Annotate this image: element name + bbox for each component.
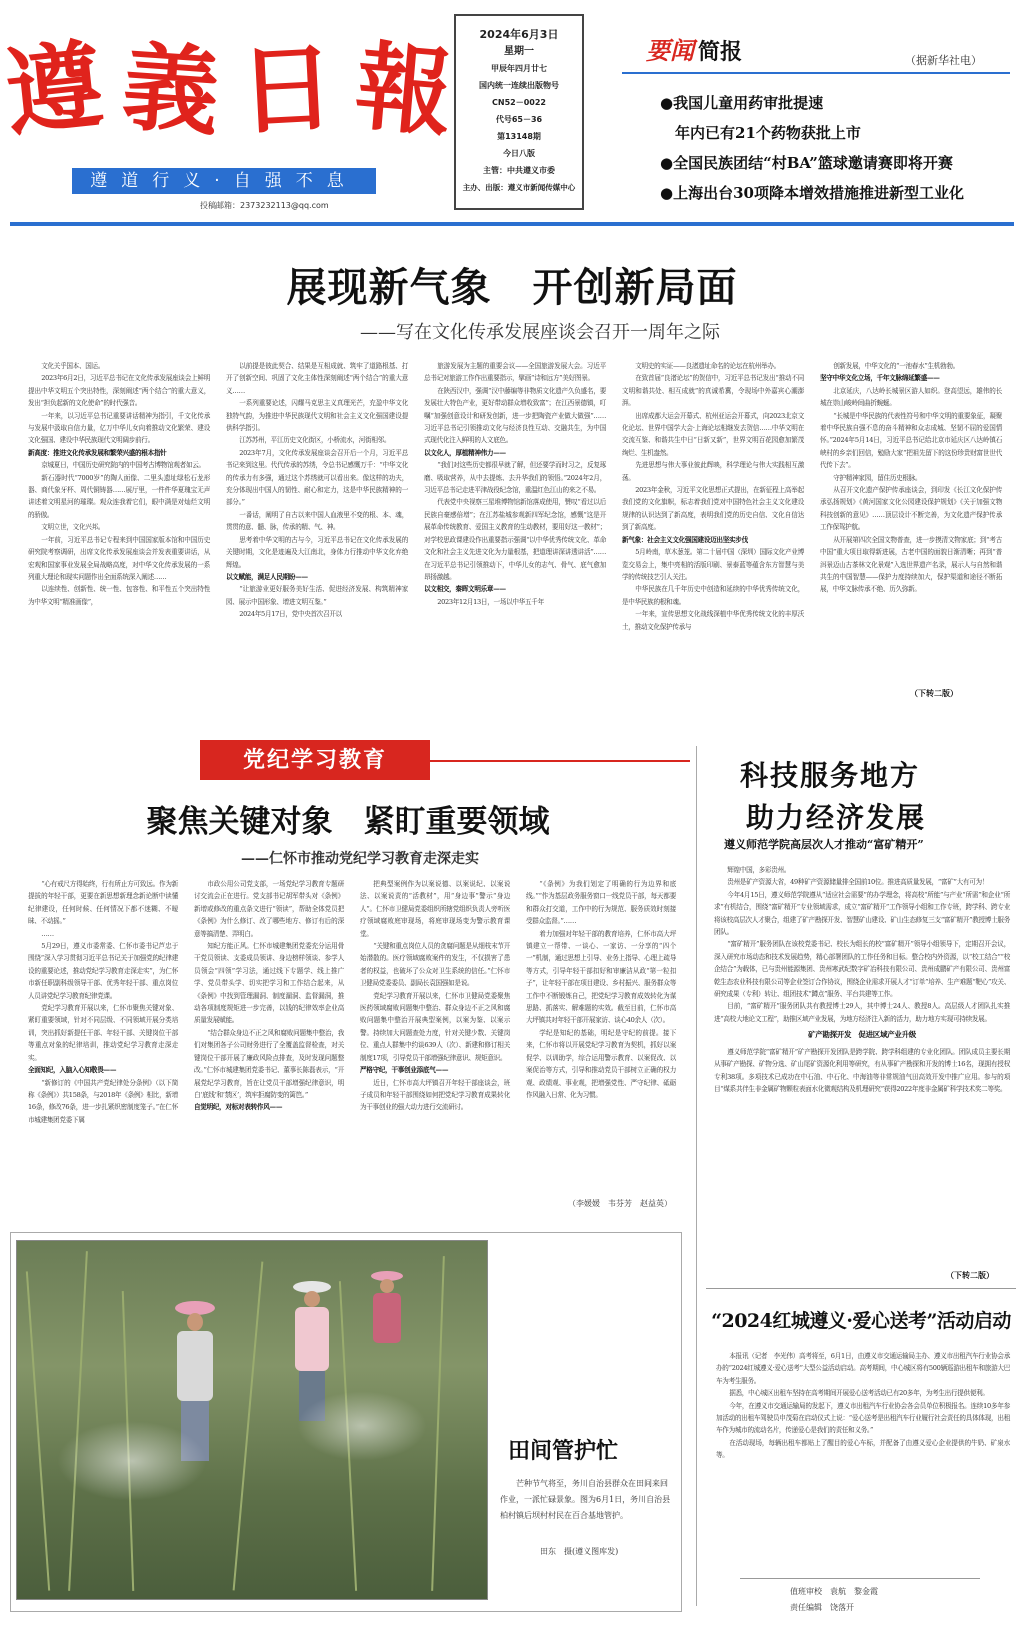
briefs-label-black: 简报 xyxy=(698,39,743,65)
paragraph: 文明立世，文化兴邦。 xyxy=(41,523,105,532)
section-subhead: 自觉明纪，对标对表转作风—— xyxy=(194,1103,283,1112)
field-photo[interactable] xyxy=(16,1240,488,1600)
lead-subtitle: ——写在文化传承发展座谈会召开一周年之际 xyxy=(360,322,720,343)
paragraph: 在活动现场，每辆出租车都贴上了醒目的爱心车标，并配备了由遵义爱心企业提供的牛奶、矿泉水等。 xyxy=(716,1438,1010,1460)
paragraph: 守护精神家园，留住历史根脉。 xyxy=(833,473,922,482)
paragraph: 2023年7月，文化传承发展座谈会召开后一个月，习近平总书记来到这里。代代传承的苏绣，令总书记感慨万千：“中华文化的传承力有多强，通过这个苏绣就可以看出来。像这样的功夫，充分体现出中国人的韧性、耐心和定力，这是中华民族精神的一部分。” xyxy=(226,448,408,507)
paragraph: 党纪学习教育开展以来，仁怀市聚焦关键对象、紧盯重要领域，针对不同层级、不同领域开展分类培训，突出抓好新提任干部、年轻干部、关键岗位干部等重点对象的纪律培训，推动党纪学习教育走深走实。 xyxy=(28,1004,178,1062)
paragraph: 今年4月15日，遵义师范学院遵从“适应社会需要”的办学理念，将高校“所能”与产业“所需”和企业“所求”有机结合，围绕“富矿精开”专业领域需求，成立“富矿精开”工作领导小组和工作专班，跨学科、跨专业将该校高层次人才聚合，组建了矿产勘探开发、智慧矿山建设、矿山生态修复三支“富矿精开”教授博士服务团队。 xyxy=(714,890,1010,937)
issue-info-box xyxy=(454,14,584,210)
paragraph: 一年来，宣传思想文化战线深植中华优秀传统文化的丰厚沃土，推动文化保护传承与 xyxy=(622,610,804,631)
party-col-3 xyxy=(360,878,510,1114)
briefs-label-red: 要闻 xyxy=(646,36,694,65)
redcity-body xyxy=(716,1350,1010,1462)
lead-title[interactable]: 展现新气象 开创新局面 xyxy=(286,264,738,311)
footer-chief-editor: 责任编辑 饶落开 xyxy=(790,1603,854,1612)
paragraph: 新石器时代“7000岁”的陶人面像、二里头遗址绿松石龙形器、商代象牙杯、周代铜铸器……展厅里，一件件华夏瑰宝无声讲述着文明星河的璀璨。观众连我着它们，眼中满是对灿烂文明的骄傲。 xyxy=(28,473,210,519)
party-col-4 xyxy=(526,878,676,1101)
farmer-figure-3 xyxy=(367,1271,407,1381)
paragraph: 2024年5月17日，党中央首次召开以 xyxy=(239,610,342,619)
party-byline: （李媛媛 韦芬芳 赵益英） xyxy=(568,1199,672,1208)
lead-col-2 xyxy=(226,360,408,621)
issue-cn-number: CN52－0022 xyxy=(492,98,546,107)
footer-rule xyxy=(740,1578,980,1579)
party-banner: 党纪学习教育 xyxy=(200,740,430,780)
tech-body xyxy=(714,864,1010,1095)
paragraph: 辉煌中国，多彩贵州。 xyxy=(727,866,791,874)
paragraph: 出席成都大运会开幕式、杭州亚运会开幕式，向2023北京文化论坛、世界中国学大会·上海论坛相继发去贺信……中华文明在交流互鉴、和谐共生中日“日新又新”，世界文明百花园愈加繁茂绚烂、生机盎然。 xyxy=(622,411,804,457)
paragraph: 创新发展，中华文化的“一池春水”生机勃勃。 xyxy=(833,362,959,370)
paragraph: 一番话，阐明了自古以来中国人血液里不变的根、本、魂，贯贯的意、髓、脉，传承的精、气、神。 xyxy=(226,510,408,532)
paragraph: 5月29日，遵义市委常委、仁怀市委书记芦忠于围绕“深入学习贯彻习近平总书记关于加强党的纪律建设的重要论述，推动党纪学习教育走深走实”，为仁怀市新任职副科级领导干部、优秀年轻干部、重点岗位人员讲党纪学习教育纪律党课。 xyxy=(28,942,178,1000)
paragraph: 京城夏日，中国历史研究院内的中国考古博物馆观者如云。 xyxy=(41,461,205,470)
section-subhead: 新高度：推进文化传承发展和繁荣兴盛的根本指针 xyxy=(28,448,167,457)
lead-col-3 xyxy=(424,360,606,608)
paragraph: 以连续性、创新性、统一性、包容性、和平性五个突出特性为中华文明“精准画像”， xyxy=(28,585,210,606)
tech-title-line2[interactable]: 助力经济发展 xyxy=(746,801,927,834)
tech-title-line1[interactable]: 科技服务地方 xyxy=(740,759,921,792)
party-col-2 xyxy=(194,878,344,1114)
footer-duty-editors: 值班审校 袁航 黎金霞 xyxy=(790,1587,878,1596)
issue-supervisor: 主管：中共遵义市委 xyxy=(483,166,555,175)
paragraph: “让旅游业更好服务美好生活、促进经济发展、构筑精神家园、展示中国形象、增进文明互鉴。” xyxy=(226,585,408,606)
right-column-rule xyxy=(696,746,697,1606)
lead-col-1 xyxy=(28,360,210,608)
briefs-rule xyxy=(622,72,1010,74)
lead-col-4 xyxy=(622,360,804,633)
paragraph: 旅游发展为主题的重要会议——全国旅游发展大会。习近平总书记对旅游工作作出重要指示，擘画“诗和远方”美好图景。 xyxy=(424,362,606,383)
paragraph: 2023年6月2日，习近平总书记在文化传承发展座谈会上鲜明提出中华文明五个突出特性，深刻阐述“两个结合”的重大意义，发出“担负起新的文化使命”的时代强音。 xyxy=(28,374,210,408)
logo-char-3: 日 xyxy=(236,30,333,149)
tech-continued: （下转二版） xyxy=(946,1270,994,1280)
paragraph: 代表党中央视察三星堆博物馆新馆落成使用，赞叹“看过以后民族自豪感倍增”；在江苏盐城参观新四军纪念馆，感慨“这是开展革命传统教育、爱国主义教育的生动教材，要用好这一教材”；对学校思政课建设作出重要指示强调“以中华优秀传统文化、革命文化和社会主义先进文化为力量根基，把道理讲深讲透讲活”……在习近平总书记引领推动下，中华儿女的志气、骨气、底气愈加昂扬激越。 xyxy=(424,498,606,581)
issue-lunar-date: 甲辰年四月廿七 xyxy=(491,64,547,73)
paragraph: 遵义师范学院“富矿精开”矿产勘探开发团队是跨学院、跨学科组建的专业化团队。团队成员主要长期从事矿产勘探、矿物分选、矿山尾矿资源化利用等研究，有从事矿产勘探和开发的博士16名，现拥有授权专利38项。多项技术已成功在中石油、中石化、中海油等非常规油气田高效开发中推广应用。参与的项目“煤系共伴生非金属矿物颗粒表面水化微观结构及机理研究”获得2022年度非金属矿科学技术奖二等奖。 xyxy=(714,1047,1010,1093)
paragraph: 在致首届“良渚论坛”的贺信中，习近平总书记发出“推动不同文明和谐共处、相互成就”的真诚希冀，令现场中外嘉宾心潮澎湃。 xyxy=(622,374,804,408)
paragraph: 从召开文化遗产保护传承座谈会，到印发《长江文化保护传承弘扬规划》《黄河国家文化公园建设保护规划》《关于加强文物科技创新的意见》……顶层设计不断完善，为文化遗产保护传承工作保驾护航。 xyxy=(820,486,1002,532)
paragraph: “我们对这些历史都很早就了解，但还要学而时习之，反复琢磨、吸取营养，从中去提炼、去升华我们的领悟。”2024年2月，习近平总书记走进平津战役纪念馆，重温红色江山的来之不易。 xyxy=(424,461,606,495)
paragraph: 本报讯（记者 李光伟）高考将至，6月1日，由遵义市交通运输局主办、遵义市出租汽车行业协会承办的“2024红城遵义·爱心送考”大型公益活动启动。高考期间，中心城区将有500辆巡游出租车和旅游大巴车为考生服务。 xyxy=(716,1352,1010,1385)
paragraph: “《条例》为我们划定了明确的行为边界和底线。”“作为基层政务服务窗口一线党员干部，每天都要和群众打交道，工作中的行为规范、服务质效时刻接受群众监督。”…… xyxy=(526,880,676,926)
paragraph: “心有戒尺方得始终，行有所止方可致远。作为新提拔的年轻干部，更要在新思想新理念新论断中读懂纪律建设，任何时候、任何情况下都不迷糊、不暧昧、不动摇。” xyxy=(28,880,178,926)
party-banner-rule xyxy=(430,760,690,762)
section-subhead: 以文相交，秦晖文明乐章—— xyxy=(424,585,506,594)
logo-char-4: 報 xyxy=(351,29,451,150)
brief-item-2[interactable]: ●全国民族团结“村BA”篮球邀请赛即将开赛 xyxy=(660,154,953,172)
masthead-logo xyxy=(0,18,451,151)
paragraph: 在陕西汉中，强调“汉中藤编等非物质文化遗产久负盛名，要发展壮大特色产业，更好带动群众增收致富”；在江西景德镇，叮嘱“加强创意设计和研发创新，进一步把陶瓷产业做大做强”……习近平总书记引领推动文化与经济良性互动、交融共生，为中国式现代化注入鲜明的人文底色。 xyxy=(424,386,606,445)
lead-continued: （下转二版） xyxy=(910,688,958,698)
paragraph: 以前提是彼此契合、结果是互相成就、筑牢了道路根基、打开了创新空间、巩固了文化主体性深刻阐述“两个结合”的重大意义…… xyxy=(226,362,408,395)
paragraph: …… xyxy=(41,929,54,938)
issue-number: 第13148期 xyxy=(497,132,541,141)
paragraph: 目前，“富矿精开”服务团队共有教授博士29人，其中博士24人、教授8人。高层级人才团队扎实推进“高校大地论文工程”，助推区域产业发展，为地方经济注入新的活力，助力地方实现可持续发展。 xyxy=(714,1002,1010,1023)
brief-item-1[interactable]: ●我国儿童用药审批提速 xyxy=(660,94,824,112)
issue-weekday: 星期一 xyxy=(504,46,534,57)
paragraph: 一年来，以习近平总书记重要讲话精神为指引，千文化传承与发展中汲取自信力量，亿万中华儿女向着推动文化繁荣、建设文化强国、建设中华民族现代文明阔步前行。 xyxy=(28,411,210,445)
party-body xyxy=(28,878,684,1218)
issue-pages: 今日八版 xyxy=(503,149,535,158)
lead-col-5 xyxy=(820,360,1002,596)
paragraph: “新修订的《中国共产党纪律处分条例》（以下简称《条例》）共158条，与2018年《条例》相比，新增16条，修改76条，进一步扎紧织密制度笼子。”在仁怀市城建集团党委下属 xyxy=(28,1078,178,1124)
logo-char-2: 義 xyxy=(118,29,217,150)
briefs-source: （据新华社电） xyxy=(905,54,982,67)
tech-subtitle: 遵义师范学院高层次人才推动“富矿精开” xyxy=(724,838,924,851)
section-subhead: 全面知纪，入脑入心知敬畏—— xyxy=(28,1066,117,1075)
paragraph: 文化关乎国本、国运。 xyxy=(41,362,105,370)
paragraph: 2023年12月13日，一场以中华五千年 xyxy=(437,597,544,606)
party-title[interactable]: 聚焦关键对象 紧盯重要领域 xyxy=(146,804,550,840)
paragraph: 中华民族在几千年历史中创造和延续的中华优秀传统文化，是中华民族的根和魂。 xyxy=(622,585,804,606)
paragraph: “长城是中华民族的代表性符号和中华文明的重要象征，凝聚着中华民族自强不息的奋斗精神和众志成城、坚韧不屈的爱国情怀。”2024年5月14日，习近平总书记给北京市延庆区八达岭镇石峡村的乡亲们回信，勉励大家“把祖先留下的这份珍贵财富世世代代传下去”。 xyxy=(820,411,1002,470)
paragraph: 市政公用公司党支部，一场党纪学习教育专题研讨交流会正在进行。党支部书记胡军带头对《条例》新增或修改的重点条文进行“领读”，帮助全体党员把《条例》为什么修订、改了哪些地方、修订有后的深意等搞清楚、弄明白。 xyxy=(194,880,344,938)
submission-email: 投稿邮箱：2373232113@qq.com xyxy=(200,201,329,210)
photo-title: 田间管护忙 xyxy=(508,1438,619,1464)
issue-postal-code: 代号65－36 xyxy=(495,115,543,124)
paragraph: 从开展第四次全国文物普查，进一步摸清文物家底；到“考古中国”重大项目取得新进展，古老中国的面貌日渐清晰；再到“普洱景迈山古茶林文化景观”入选世界遗产名录，展示人与自然和谐共生的中国智慧——保护力度持续加大，保护渠道和途径不断拓展，中华文脉传承不绝、历久弥新。 xyxy=(820,535,1002,594)
paragraph: 一年前，习近平总书记专程来到中国国家版本馆和中国历史研究院考察调研，出席文化传承发展座谈会并发表重要讲话，从宏观和国家事业发展全局战略高度，对中华文化传承发展的一系列重大理论和现实问题作出全面系统深入阐述…… xyxy=(28,535,210,581)
spray-mist-2 xyxy=(297,1391,427,1461)
photo-credit: 田东 摄(遵义图库发) xyxy=(540,1547,619,1556)
paragraph: 2023年金秋，习近平文化思想正式提出，在新征程上高举起我们党的文化旗帜，标志着我们党对中国特色社会主义文化建设规律的认识达到了新高度，表明我们党的历史自信、文化自信达到了新高度。 xyxy=(622,486,804,532)
paragraph: 据悉，中心城区出租车坚持在高考期间开展爱心送考活动已有20多年，为考生出行提供便利。 xyxy=(729,1389,989,1398)
section-subhead: 新气象：社会主义文化强国建设迈出坚实步伐 xyxy=(622,535,748,544)
redcity-title[interactable]: “2024红城遵义·爱心送考”活动启动 xyxy=(711,1310,1011,1332)
logo-char-1: 遵 xyxy=(0,28,102,151)
paragraph: 5月岭南，草木葱茏。第二十届中国（深圳）国际文化产业博览交易会上，集中亮相的活版印刷、景泰蓝等蕴含东方智慧与美学的传统技艺引人关注。 xyxy=(622,548,804,581)
photo-caption: 芒种节气将至，务川自治县群众在田间来回作业，一派忙碌景象。图为6月1日，务川自治县柏村镇后坝村村民在百合基地管护。 xyxy=(500,1479,671,1520)
paragraph: 思考着中华文明的古与今，习近平总书记在文化传承发展的关键时期，文化是迹遍及大江南北，身体力行推动中华文化弃绝辉煌。 xyxy=(226,535,408,569)
masthead-rule xyxy=(10,222,1014,226)
paragraph: 北京延庆，八达岭长城景区游人如织。登高望远，雄伟的长城在崇山峻岭间曲折蜿蜒。 xyxy=(820,386,1002,408)
paragraph: 文明史的实证——良渚遗址命名的论坛在杭州举办。 xyxy=(635,362,780,370)
paragraph: “富矿精开”服务团队在该校党委书记、校长为组长的校“富矿精开”领导小组领导下，定期召开会议，深入研究市场动态和技术发展趋势，精心部署团队的工作任务和目标。整合校内外资源，以“校工结合”“校企结合”为载体，已与贵州能源集团、贵州寒武纪数字矿冶科技有限公司、贵州成鹏矿产有限公司、贵州富乾生态农业科技有限公司等企业签订合作协议，围绕企业需求开展人才“订单”培养、生产难题“靶心”攻关、研究成果（专利）转让、组团技术“蹲点”服务、平台共建等工作。 xyxy=(714,940,1010,999)
paragraph: 贵州是矿产资源大省，49种矿产资源储量排全国前10位。推进高质量发展，“富矿”大有可为！ xyxy=(727,878,989,887)
issue-date: 2024年6月3日 xyxy=(479,28,559,41)
paragraph: 知纪方能正风。仁怀市城建集团党委充分运用骨干党员领读、支委成员领讲、身边榜样领谈、参学人员领会“四领”学习法，通过线下专题学、线上推广学、党员带头学、切实把学习和工作结合起来，从《条例》中找到管理漏洞、制度漏洞、监督漏洞，推动各项制度规矩进一步完善，以钱的纪律效率企业高质量发展赋能。 xyxy=(194,942,344,1025)
section-subhead: 矿产勘探开发 促进区域产业升级 xyxy=(808,1030,916,1040)
briefs-header xyxy=(646,26,742,66)
section-subhead: 以文赋能，满足人民期盼—— xyxy=(226,572,308,581)
paragraph: 江苏苏州，平江历史文化街区，小桥流水，河街相邻。 xyxy=(239,436,391,445)
lead-body xyxy=(28,360,1004,730)
brief-item-3[interactable]: ●上海出台30项降本增效措施推进新型工业化 xyxy=(660,184,964,202)
brief-item-1-cont[interactable]: 年内已有21个药物获批上市 xyxy=(660,124,861,142)
paragraph: 今年，在遵义市交通运输局的发起下，遵义市出租汽车行业协会各会员单位积极报名。连续10多年参加活动的出租车驾驶员申茂菊在启动仪式上说：“爱心送考是出租汽车行业履行社会责任的具体体现，出租车作为城市的流动名片，传递爱心是我们的责任和义务。” xyxy=(716,1401,1010,1435)
paragraph: 党纪学习教育开展以来，仁怀市卫健局党委聚焦医药领域腐败问题集中整治、群众身边不正之风和腐败问题集中整治开展典型案例，以案为鉴、以案示警。持续加大问题查处力度，针对关键少数、关键岗位、重点人群集中约谈639人（次）、新建和修订相关制度17项，引导党员干部增强纪律意识、规矩意识。 xyxy=(360,991,510,1062)
party-col-1 xyxy=(28,878,178,1126)
paragraph: “关键和重点岗位人员的贪腐问题是从细枝末节开始潜散的。医疗领域腐败案件的发生，不仅损害了患者的权益，也破坏了公众对卫生系统的信任。”仁怀市卫健局党委委员、副局长袁国强如是说。 xyxy=(360,942,510,988)
issue-publisher: 主办、出版：遵义市新闻传媒中心 xyxy=(462,183,576,192)
paragraph: 把典型案例作为以案说德、以案说纪、以案说法、以案说责的“活教材”，用“身边事”警示“身边人”。仁怀市卫健局党委组织所辖党组织负责人旁听医疗领域腐败庭审现场，将庭审现场变为警示教育课堂。 xyxy=(360,880,510,938)
paragraph: 学纪是知纪的基础，明纪是守纪的前提。接下来，仁怀市将以开展党纪学习教育为契机，抓好以案促学、以训助学，综合运用警示教育、以案促改、以案促治等方式，引导和推动党员干部树立正确的权力观、政绩观、事业观，把增强党性、严守纪律、砥砺作风融入日常、化为习惯。 xyxy=(526,1028,676,1099)
paragraph: 着力加强对年轻干部的教育培养，仁怀市高大坪镇建立一帮带、一谈心、一家访、一分享的“四个一”机制，通过思想上引导、业务上指导、心理上疏导等方式，引导年轻干部扣好和审廉洁从政“第一粒扣子”，让年轻干部在项目建设、乡村振兴、服务群众等工作中不断锻炼自己，把党纪学习教育成效转化为谋思路、抓落实、解难题的实效。截至目前，仁怀市高大坪镇共对年轻干部开展家访、谈心40余人（次）。 xyxy=(526,929,676,1025)
issue-serial-label: 国内统一连续出版物号 xyxy=(479,81,559,90)
briefs-list xyxy=(660,88,1010,208)
tech-divider xyxy=(706,1288,1016,1289)
paragraph: 近日，仁怀市高大坪镇召开年轻干部座谈会，班子成员和年轻干部围绕如何把党纪学习教育成果转化为干事创业的强大动力进行交流研讨。 xyxy=(360,1078,510,1112)
section-subhead: 严格守纪，干事创业添底气—— xyxy=(360,1066,449,1075)
paragraph: 先进思想与伟大事业彼此辉映，科学理论与伟大实践相互激荡。 xyxy=(622,461,804,482)
section-subhead: 坚守中华文化立场，千年文脉绵延繁盛—— xyxy=(820,374,940,383)
spray-mist xyxy=(57,1421,207,1501)
party-subtitle: ——仁怀市推动党纪学习教育走深走实 xyxy=(241,851,479,867)
paragraph: “结合群众身边不正之风和腐败问题集中整治，我们对集团各子公司财务进行了全覆盖监督检查，对关键岗位干部开展了廉政风险点排查，及时发现问题整改。”仁怀市城建集团党委书记、董事长陈磊表示，“开展党纪学习教育，旨在让党员干部增强纪律意识，明白‘底线’和‘禁区’，筑牢拒腐防变的篱笆。” xyxy=(194,1028,344,1099)
section-subhead: 以文化人，厚植精神伟力—— xyxy=(424,448,506,457)
masthead-motto: 遵道行义·自强不息 xyxy=(72,168,376,194)
paragraph: 一系列重要论述，闪耀马克思主义真理光芒，充盈中华文化独特气韵，为推进中华民族现代文明和社会主义文化强国建设提供科学指引。 xyxy=(226,399,408,433)
